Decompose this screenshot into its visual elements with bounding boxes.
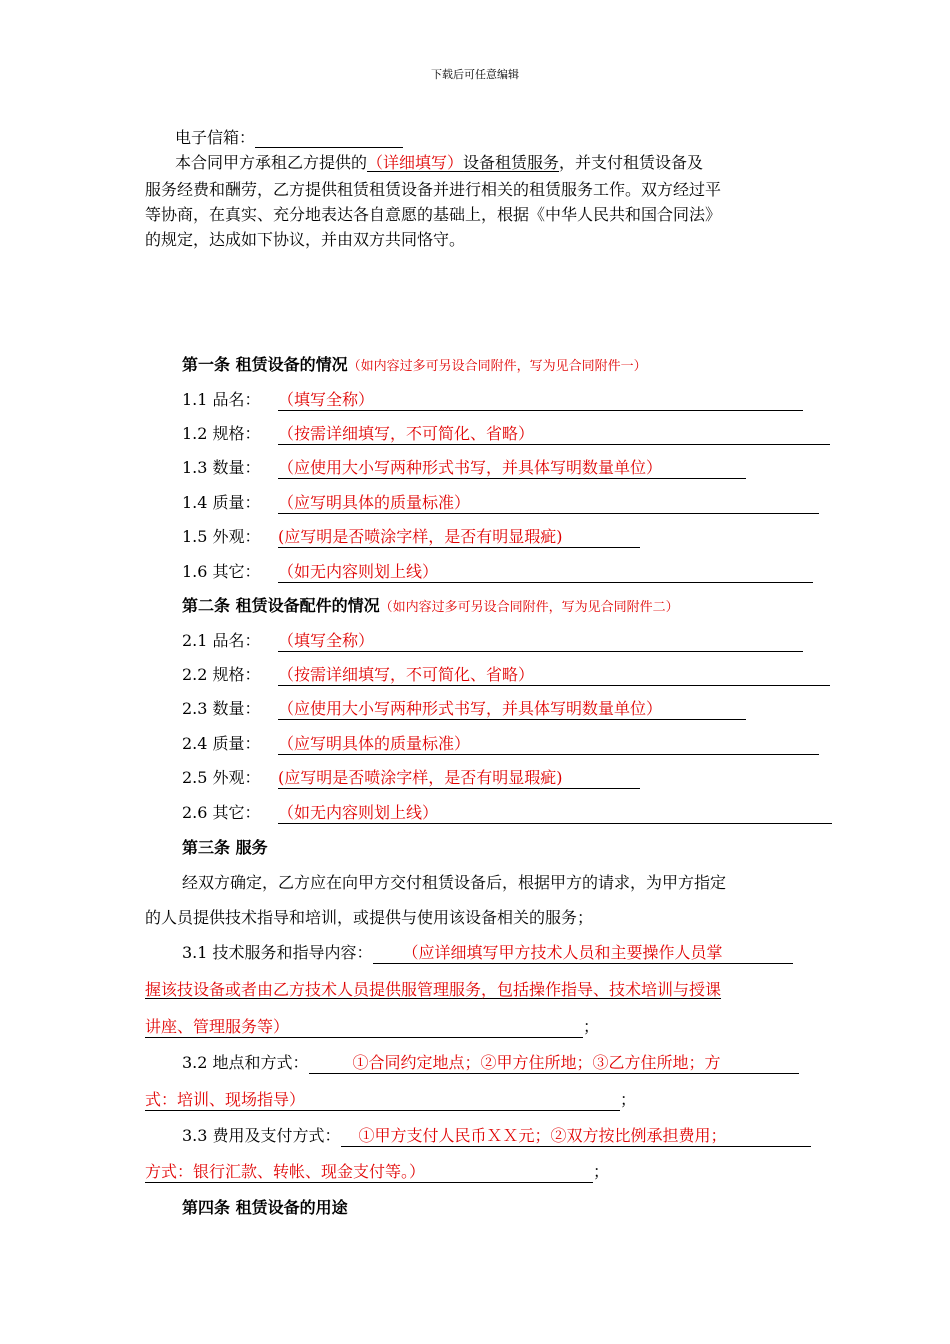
item-1-5[interactable]: 1.5 外观： (应写明是否喷涂字样，是否有明显瑕疵) — [182, 527, 640, 548]
item-3-1-line-1[interactable]: 3.1 技术服务和指导内容： （应详细填写甲方技术人员和主要操作人员掌 — [182, 943, 793, 964]
article-2-note: （如内容过多可另设合同附件，写为见合同附件二） — [379, 600, 679, 615]
item-3-2-line-2[interactable]: 式：培训、现场指导） ； — [145, 1090, 637, 1109]
intro-hint: （详细填写） — [367, 153, 464, 172]
page-header: 下载后可任意编辑 — [431, 68, 519, 81]
item-2-6[interactable]: 2.6 其它： （如无内容则划上线） — [182, 803, 832, 824]
email-label: 电子信箱： — [175, 128, 256, 147]
article-1-note: （如内容过多可另设合同附件，写为见合同附件一） — [347, 359, 647, 374]
item-2-1[interactable]: 2.1 品名： （填写全称） — [182, 631, 803, 652]
article-1-heading: 第一条 租赁设备的情况（如内容过多可另设合同附件，写为见合同附件一） — [182, 355, 647, 374]
item-1-3[interactable]: 1.3 数量： （应使用大小写两种形式书写，并具体写明数量单位） — [182, 458, 746, 479]
article-2-heading: 第二条 租赁设备配件的情况（如内容过多可另设合同附件，写为见合同附件二） — [182, 596, 679, 615]
item-2-4[interactable]: 2.4 质量： （应写明具体的质量标准） — [182, 734, 819, 755]
item-1-6[interactable]: 1.6 其它： （如无内容则划上线） — [182, 562, 813, 583]
email-blank[interactable] — [255, 129, 403, 148]
item-1-1[interactable]: 1.1 品名： （填写全称） — [182, 390, 803, 411]
item-3-2-line-1[interactable]: 3.2 地点和方式： ①合同约定地点；②甲方住所地；③乙方住所地；方 — [182, 1053, 799, 1074]
item-3-1-line-3[interactable]: 讲座、管理服务等） ； — [145, 1017, 600, 1036]
article-4-heading: 第四条 租赁设备的用途 — [182, 1198, 348, 1217]
item-2-5[interactable]: 2.5 外观： (应写明是否喷涂字样，是否有明显瑕疵) — [182, 768, 640, 789]
article-3-para-1: 经双方确定，乙方应在向甲方交付租赁设备后，根据甲方的请求，为甲方指定 — [182, 873, 727, 892]
email-line — [175, 128, 403, 148]
article-3-heading: 第三条 服务 — [182, 838, 268, 857]
item-2-3[interactable]: 2.3 数量： （应使用大小写两种形式书写，并具体写明数量单位） — [182, 699, 746, 720]
intro-line-3: 等协商，在真实、充分地表达各自意愿的基础上，根据《中华人民共和国合同法》 — [145, 205, 722, 224]
item-3-3-line-2[interactable]: 方式：银行汇款、转帐、现金支付等。） ； — [145, 1162, 610, 1181]
intro-line-4: 的规定，达成如下协议，并由双方共同恪守。 — [145, 230, 466, 249]
intro-line-2: 服务经费和酬劳，乙方提供租赁租赁设备并进行相关的租赁服务工作。双方经过平 — [145, 180, 722, 199]
item-1-4[interactable]: 1.4 质量： （应写明具体的质量标准） — [182, 493, 819, 514]
intro-line-1: 本合同甲方承租乙方提供的（详细填写）设备租赁服务，并支付租赁设备及 — [175, 153, 704, 172]
item-2-2[interactable]: 2.2 规格： （按需详细填写，不可简化、省略） — [182, 665, 830, 686]
item-3-3-line-1[interactable]: 3.3 费用及支付方式： ①甲方支付人民币ＸＸ元；②双方按比例承担费用； — [182, 1126, 811, 1147]
article-3-para-2: 的人员提供技术指导和培训，或提供与使用该设备相关的服务； — [145, 908, 594, 927]
item-3-1-line-2: 握该技设备或者由乙方技术人员提供服管理服务，包括操作指导、技术培训与授课 — [145, 980, 722, 999]
item-1-2[interactable]: 1.2 规格： （按需详细填写，不可简化、省略） — [182, 424, 830, 445]
intro-service: 设备租赁服务 — [463, 153, 560, 172]
